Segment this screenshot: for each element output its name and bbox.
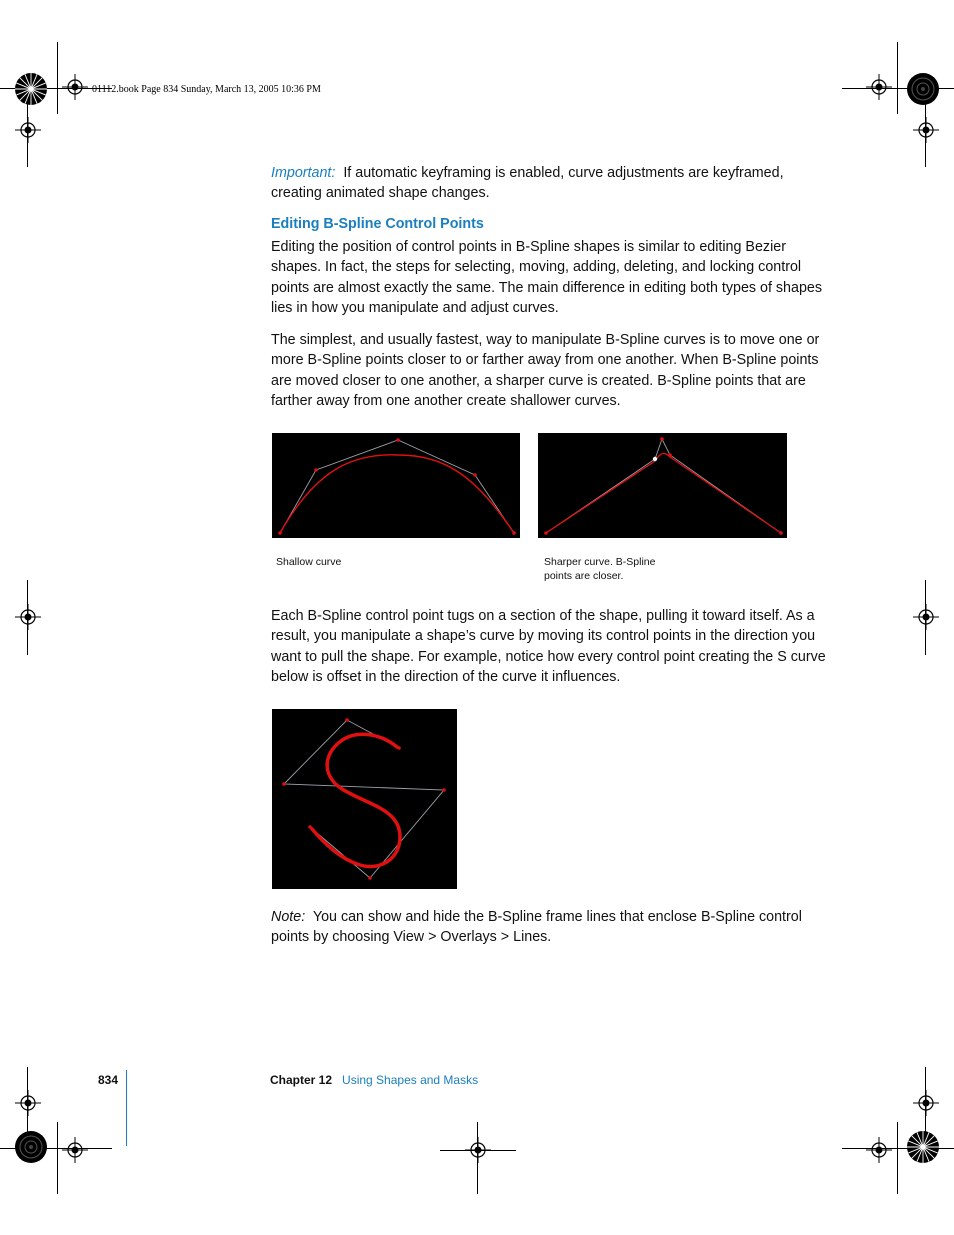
registration-target-icon — [913, 117, 939, 143]
important-paragraph — [271, 163, 827, 204]
figure-shallow-curve — [272, 433, 520, 538]
registration-target-icon — [866, 74, 892, 100]
caption-sharper-curve — [544, 555, 655, 583]
footer-chapter-title: Using Shapes and Masks — [342, 1073, 479, 1087]
sharper-curve-illustration — [538, 433, 787, 538]
starburst-dial-icon — [906, 72, 940, 106]
footer-divider — [126, 1070, 127, 1146]
shallow-curve-illustration — [272, 433, 520, 538]
crop-mark-tr-v — [897, 42, 898, 114]
crop-mark-br-v — [897, 1122, 898, 1194]
registration-target-icon — [866, 1137, 892, 1163]
body-paragraph-3: Each B-Spline control point tugs on a section of the shape, pulling it toward itself. As a result, you manipulate a shape’s curve by moving its control points in the direction you want to pull the shape. For example, notice how every control point creating the S curve below is offset in the direction of the curve it influences. — [271, 608, 826, 685]
footer-chapter-label: Chapter 12 — [270, 1073, 333, 1087]
registration-target-icon — [913, 604, 939, 630]
s-curve-illustration — [272, 709, 457, 889]
body-paragraph-1: Editing the position of control points in B-Spline shapes is similar to editing Bezier shapes. In fact, the steps for selecting, moving, adding, deleting, and locking control points are almost exactly the same. The main difference in editing both types of shapes lies in how you manipulate and adjust curves. — [271, 239, 823, 316]
note-text: You can show and hide the B-Spline frame lines that enclose B-Spline control points by choosing View > Overlays > Lines. — [271, 909, 802, 946]
section-heading: Editing B-Spline Control Points — [271, 216, 484, 232]
caption-sharper-line-2: points are closer. — [544, 570, 624, 582]
important-label: Important: — [271, 165, 336, 181]
caption-sharper-line-1: Sharper curve. B-Spline — [544, 556, 656, 568]
registration-target-icon — [913, 1090, 939, 1116]
starburst-dial-icon — [906, 1130, 940, 1164]
starburst-dial-icon — [14, 1130, 48, 1164]
crop-mark-bl-v — [57, 1122, 58, 1194]
registration-target-icon — [62, 1137, 88, 1163]
registration-target-icon — [465, 1137, 491, 1163]
important-text: If automatic keyframing is enabled, curve adjustments are keyframed, creating animated shape changes. — [271, 165, 784, 202]
registration-target-icon — [62, 74, 88, 100]
crop-mark-tl-v — [57, 42, 58, 114]
figure-sharper-curve — [538, 433, 787, 538]
note-paragraph — [271, 907, 827, 948]
registration-target-icon — [15, 604, 41, 630]
registration-target-icon — [15, 117, 41, 143]
starburst-dial-icon — [14, 72, 48, 106]
body-paragraph-2: The simplest, and usually fastest, way to manipulate B-Spline curves is to move one or more B-Spline points closer to or farther away from one another. When B-Spline points are moved closer to one another, a sharper curve is created. B-Spline points that are farther away from one another create shallower curves. — [271, 332, 820, 409]
print-header-stamp: 01112.book Page 834 Sunday, March 13, 2005 10:36 PM — [92, 84, 321, 95]
figure-s-curve — [272, 709, 457, 889]
caption-shallow-curve: Shallow curve — [276, 556, 342, 568]
note-label: Note: — [271, 909, 306, 925]
registration-target-icon — [15, 1090, 41, 1116]
page-number: 834 — [98, 1073, 119, 1087]
footer-chapter — [270, 1073, 478, 1087]
